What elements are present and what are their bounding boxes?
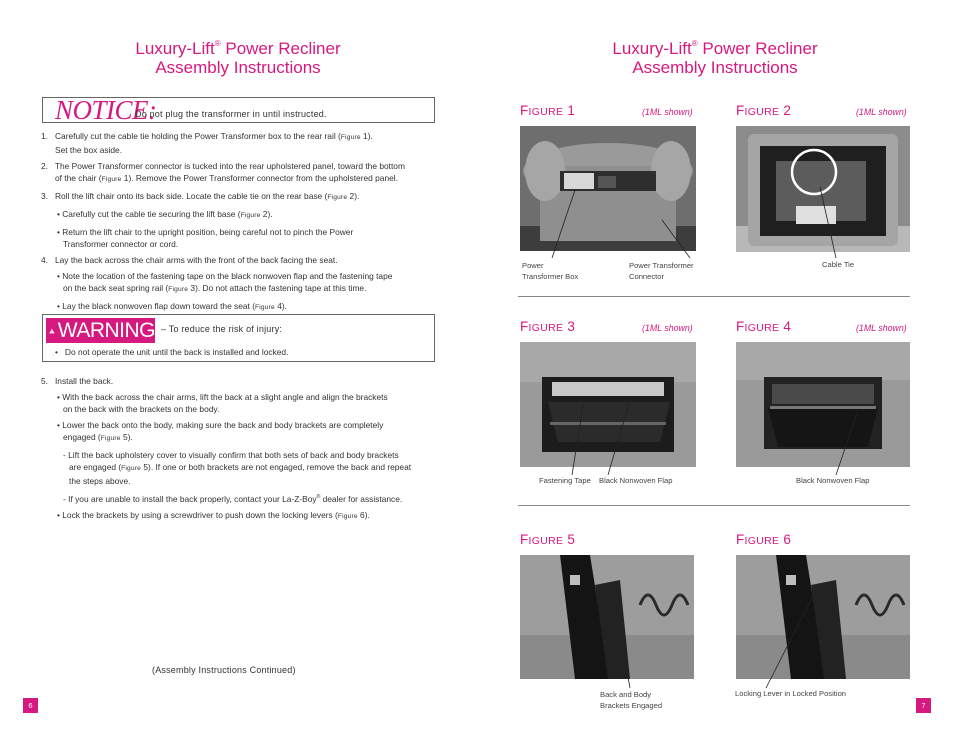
fig-f: F (736, 532, 745, 547)
page-number-right: 7 (916, 698, 931, 713)
step-number: 4. (41, 255, 48, 265)
step-3-bullet-1 (41, 208, 441, 222)
figure-5-leader-line (610, 620, 650, 690)
figure-2-caption: Cable Tie (822, 260, 855, 269)
step-number: 3. (41, 191, 48, 201)
bullet-text: 4). (274, 301, 288, 311)
step-5-bullet-2 (41, 419, 441, 445)
figure-1-caption-box (522, 260, 578, 282)
title-reg-mark: ® (214, 39, 221, 48)
warning-bullet-text: Do not operate the unit until the back is installed and locked. (64, 347, 289, 357)
title-brand: Luxury-Lift (135, 39, 215, 58)
figure-ref: Figure (101, 176, 122, 183)
fig-f: F (736, 103, 745, 118)
caption-line: Back and Body (600, 690, 652, 699)
instruction-steps (41, 130, 441, 314)
step-1 (41, 130, 441, 156)
bullet-text: are engaged ( (69, 462, 122, 472)
step-text: Lay the back across the chair arms with the front of the back facing the seat. (54, 255, 338, 265)
step-4 (41, 254, 441, 266)
title-subtitle: Assembly Instructions (632, 58, 798, 77)
fig-num: 2 (783, 103, 792, 118)
figure-5-label (520, 532, 575, 547)
figure-ref: Figure (337, 512, 358, 520)
bullet-text: 5). (120, 432, 133, 442)
title-reg-mark: ® (691, 39, 698, 48)
step-text: 2). (347, 191, 360, 201)
notice-text: Do not plug the transformer in until instructed. (135, 109, 327, 119)
fig-num: 5 (567, 532, 576, 547)
step-number: 1. (41, 131, 48, 141)
reg-mark: ® (316, 494, 321, 500)
bullet-text: on the back with the brackets on the body. (63, 404, 220, 414)
fig-igure: IGURE (528, 106, 564, 118)
figure-4-label (736, 319, 791, 334)
step-5 (41, 375, 441, 387)
divider-2 (518, 505, 910, 506)
instruction-step-5 (41, 375, 441, 523)
figure-3-leader-lines (560, 395, 640, 477)
figure-4-caption: Black Nonwoven Flap (796, 476, 870, 485)
figure-1-leader-lines (520, 180, 700, 260)
bullet-text: 2). (260, 209, 273, 219)
figure-ref: Figure (340, 134, 361, 141)
figure-6-caption: Locking Lever in Locked Position (735, 689, 847, 698)
warning-text: – To reduce the risk of injury: (161, 324, 283, 334)
fig-igure: IGURE (744, 322, 780, 334)
figure-ref: Figure (327, 194, 348, 201)
bullet-text: - Lift the back upholstery cover to visually confirm that both sets of back and body brackets (63, 450, 399, 460)
figure-1-note: (1ML shown) (642, 107, 693, 117)
figure-4-leader-line (820, 405, 880, 477)
step-5-bullet-1 (41, 391, 441, 415)
step-text: 1). Remove the Power Transformer connector from the upholstered panel. (121, 173, 398, 183)
figure-3-caption-flap: Black Nonwoven Flap (599, 476, 673, 485)
warning-badge (46, 318, 155, 343)
caption-line: Brackets Engaged (600, 701, 663, 710)
bullet-text: 6). (357, 509, 370, 520)
caption-line: Power Transformer (629, 261, 694, 270)
warning-triangle-icon (49, 321, 55, 341)
figure-5-caption (600, 689, 662, 711)
figure-4-note: (1ML shown) (856, 323, 907, 333)
page-number-left: 6 (23, 698, 38, 713)
step-text: of the chair ( (55, 173, 102, 183)
divider-1 (518, 296, 910, 297)
step-text: Install the back. (54, 376, 114, 386)
step-2 (41, 160, 441, 186)
figure-6-leader-line (760, 590, 820, 690)
fig-igure: IGURE (744, 535, 780, 547)
bullet-text: dealer for assistance. (320, 493, 403, 504)
step-number: 2. (41, 161, 48, 171)
figure-ref: Figure (168, 286, 189, 293)
figure-6-label (736, 532, 791, 547)
fig-igure: IGURE (528, 535, 564, 547)
figure-3-caption-tape: Fastening Tape (539, 476, 591, 485)
title-product: Power Recliner (697, 39, 818, 58)
fig-f: F (736, 319, 745, 334)
figure-ref: Figure (255, 304, 275, 311)
bullet-text: • Lower the back onto the body, making sure the back and body brackets are completely (57, 420, 384, 430)
notice-heading: NOTICE: (55, 95, 157, 125)
fig-f: F (520, 319, 529, 334)
notice-box (42, 97, 435, 123)
bullet-text: the steps above. (69, 476, 131, 486)
bullet-text: on the back seat spring rail ( (63, 283, 169, 293)
fig-igure: IGURE (744, 106, 780, 118)
fig-num: 4 (783, 319, 792, 334)
fig-f: F (520, 532, 529, 547)
figure-2-label (736, 103, 791, 118)
caption-line: Transformer Box (522, 272, 579, 281)
step-text: Roll the lift chair onto its back side. Locate the cable tie on the rear base ( (54, 191, 328, 201)
step-text: Carefully cut the cable tie holding the Power Transformer box to the rear rail ( (54, 131, 341, 141)
bullet-text: engaged ( (63, 432, 101, 442)
figure-ref: Figure (100, 435, 121, 442)
warning-bullet: • Do not operate the unit until the back is installed and locked. (55, 347, 289, 357)
fig-igure: IGURE (528, 322, 564, 334)
bullet-text: Transformer connector or cord. (63, 239, 179, 249)
fig-num: 3 (567, 319, 576, 334)
figure-3-note: (1ML shown) (642, 323, 693, 333)
bullet-text: - If you are unable to install the back properly, contact your La-Z-Boy (63, 493, 317, 504)
fig-num: 6 (783, 532, 792, 547)
caption-line: Connector (629, 272, 665, 281)
figure-3-label (520, 319, 575, 334)
title-subtitle: Assembly Instructions (155, 58, 321, 77)
fig-num: 1 (567, 103, 576, 118)
caption-line: Power (522, 261, 544, 270)
step-5-bullet-3 (41, 509, 441, 523)
step-5-sub-1 (41, 449, 441, 487)
step-text: 1). (360, 131, 373, 141)
step-4-bullet-2 (41, 300, 441, 314)
bullet-text: • With the back across the chair arms, lift the back at a slight angle and align the brackets (57, 392, 388, 402)
step-4-bullet-1 (41, 270, 441, 296)
figure-ref: Figure (240, 212, 261, 219)
figure-5-photo (520, 555, 694, 679)
title-brand: Luxury-Lift (612, 39, 692, 58)
left-page-title (118, 39, 358, 77)
title-product: Power Recliner (220, 39, 341, 58)
bullet-text: • Carefully cut the cable tie securing the lift base ( (57, 209, 241, 219)
bullet-text: • Lock the brackets by using a screwdriver to push down the locking levers ( (57, 509, 338, 520)
warning-heading: WARNING (57, 318, 155, 342)
continued-note: (Assembly Instructions Continued) (152, 665, 296, 675)
bullet-text: 5). If one or both brackets are not engaged, remove the back and repeat (141, 462, 412, 472)
bullet-text: 3). Do not attach the fastening tape at this time. (188, 283, 367, 293)
step-3-bullet-2 (41, 226, 441, 250)
step-5-sub-2 (41, 491, 441, 505)
right-page-title (595, 39, 835, 77)
warning-box (42, 314, 435, 362)
step-text: The Power Transformer connector is tucked into the rear upholstered panel, toward the bottom (54, 161, 405, 171)
figure-1-label (520, 103, 575, 118)
bullet-text: • Lay the black nonwoven flap down toward the seat ( (57, 301, 256, 311)
step-3 (41, 190, 441, 204)
fig-f: F (520, 103, 529, 118)
step-number: 5. (41, 376, 48, 386)
figure-2-leader-line (790, 185, 850, 260)
figure-ref: Figure (121, 465, 142, 472)
step-text: Set the box aside. (55, 145, 123, 155)
figure-1-caption-connector (629, 260, 694, 282)
bullet-text: • Return the lift chair to the upright position, being careful not to pinch the Power (57, 227, 354, 237)
figure-2-note: (1ML shown) (856, 107, 907, 117)
bullet-text: • Note the location of the fastening tape on the black nonwoven flap and the fastening tape (57, 271, 393, 281)
